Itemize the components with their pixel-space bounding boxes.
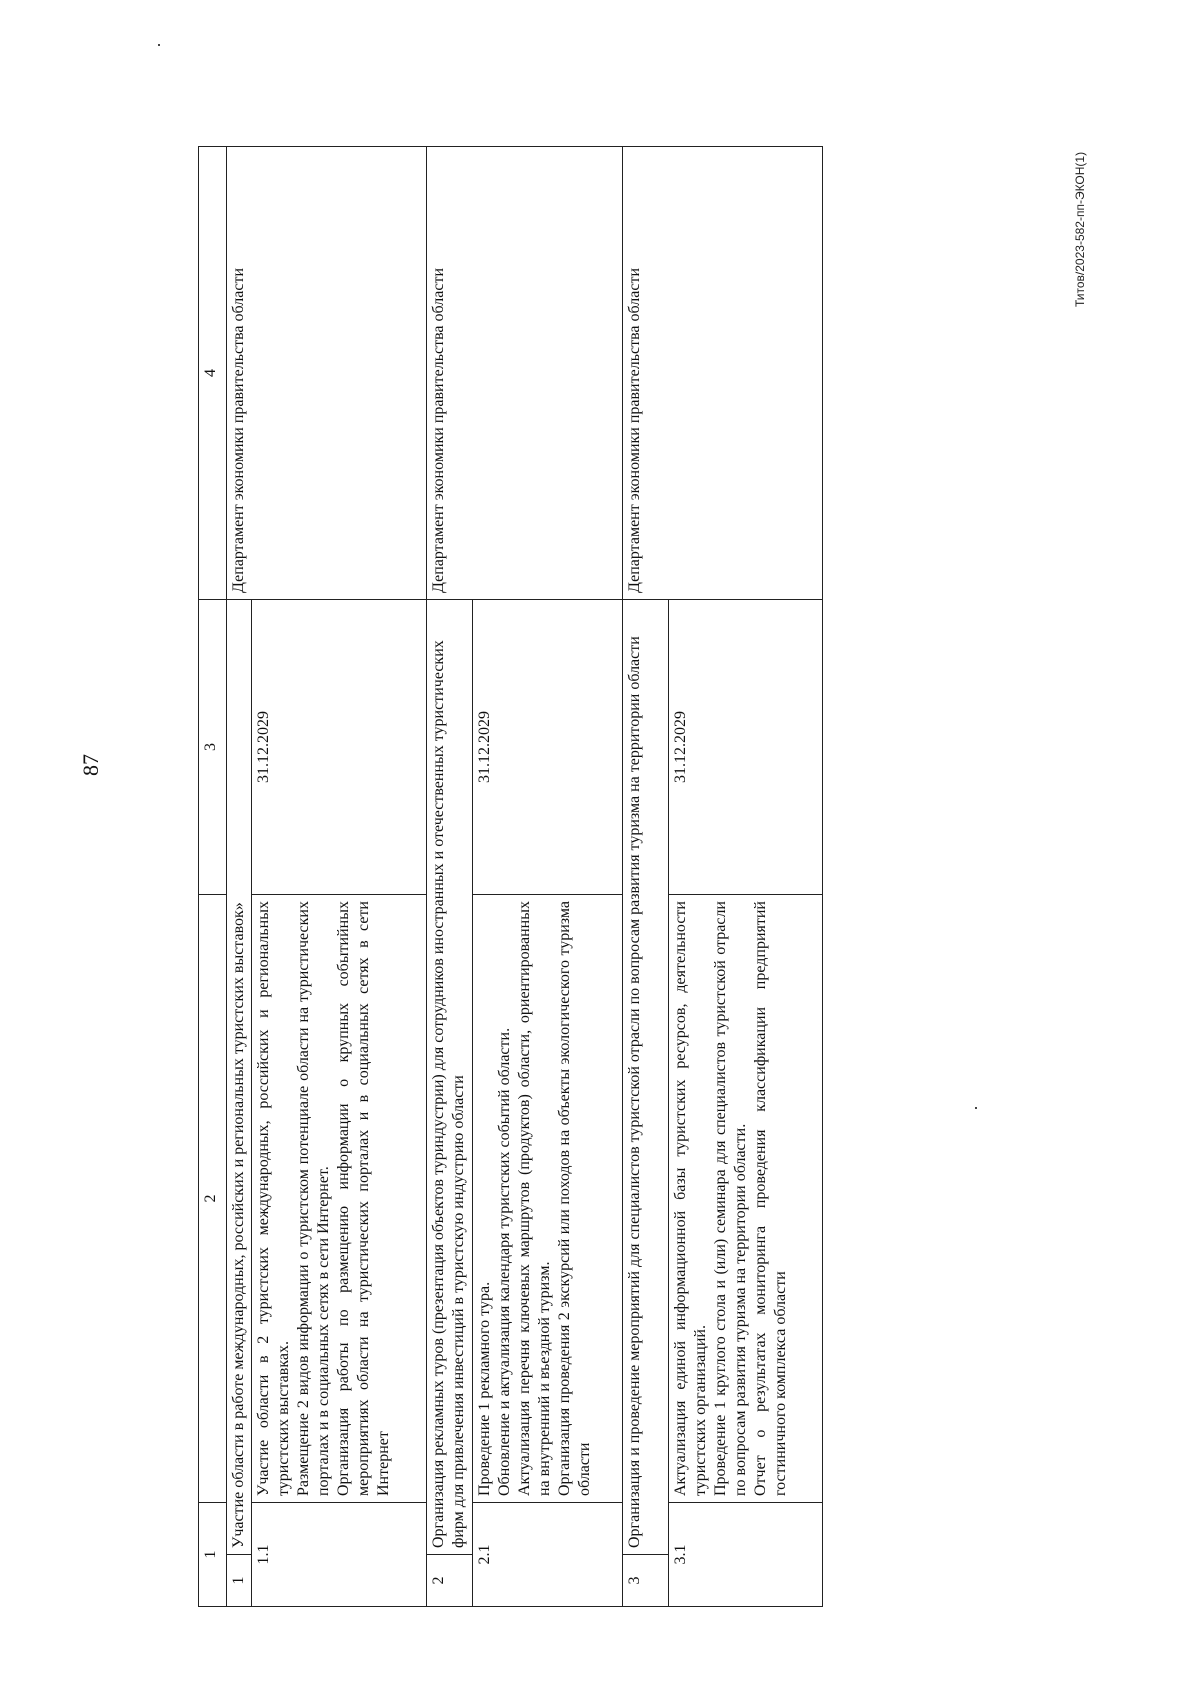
- column-header-2: 2: [199, 895, 227, 1503]
- responsible-cell: Департамент экономики правительства области: [623, 147, 823, 600]
- plan-table-rotated: [198, 147, 823, 1607]
- item-number: 3.1: [669, 1503, 823, 1607]
- column-header-3: 3: [199, 600, 227, 895]
- scan-speck: [158, 44, 160, 46]
- item-number: 2.1: [472, 1503, 622, 1607]
- section-title: Участие области в работе международных, российских и региональных туристских выставок»: [227, 600, 252, 1555]
- deadline-date: 31.12.2029: [252, 600, 427, 895]
- section-number: 3: [623, 1555, 669, 1607]
- description-line: Отчет о результатах мониторинга проведения классификации предприятий гостиничного комплекса области: [752, 901, 790, 1496]
- item-description: [472, 895, 622, 1503]
- column-header-1: 1: [199, 1503, 227, 1607]
- table-row: [227, 147, 252, 1607]
- scan-speck: [975, 1107, 977, 1109]
- section-title: Организация рекламных туров (презентация объектов туриндустрии) для сотрудников иностранных и отечественных туристических фирм для привлечения инвестиций в туристскую индустрию области: [426, 600, 472, 1555]
- description-line: Организация проведения 2 экскурсий или походов на объекты экологического туризма области: [555, 901, 593, 1496]
- deadline-date: 31.12.2029: [472, 600, 622, 895]
- footer-document-code: Титов/2023-582-пп-ЭКОН(1): [1073, 151, 1087, 307]
- item-description: [669, 895, 823, 1503]
- responsible-cell: Департамент экономики правительства области: [227, 147, 427, 600]
- page-number: 87: [78, 754, 103, 776]
- description-line: Размещение 2 видов информации о туристском потенциале области на туристических порталах и в социальных сетях в сети Интернет.: [295, 901, 333, 1496]
- section-title: Организация и проведение мероприятий для специалистов туристской отрасли по вопросам развития туризма на территории области: [623, 600, 669, 1555]
- description-line: Участие области в 2 туристских международных, российских и региональных туристских выставках.: [255, 901, 293, 1496]
- item-description: [252, 895, 427, 1503]
- deadline-date: 31.12.2029: [669, 600, 823, 895]
- description-line: Актуализация перечня ключевых маршрутов (продуктов) области, ориентированных на внутренний и въездной туризм.: [515, 901, 553, 1496]
- description-line: Проведение 1 круглого стола и (или) семинара для специалистов туристской отрасли по вопросам развития туризма на территории области.: [712, 901, 750, 1496]
- table-row: [623, 147, 669, 1607]
- description-line: Организация работы по размещению информации о крупных событийных мероприятиях области на туристических порталах и в социальных сетях в сети Интернет: [335, 901, 393, 1496]
- description-line: Актуализация единой информационной базы туристских ресурсов, деятельности туристских организаций.: [672, 901, 710, 1496]
- description-line: Проведение 1 рекламного тура.: [475, 1281, 493, 1496]
- section-number: 1: [227, 1555, 252, 1607]
- description-line: Обновление и актуализация календаря туристских событий области.: [495, 1027, 513, 1496]
- section-number: 2: [426, 1555, 472, 1607]
- responsible-cell: Департамент экономики правительства области: [426, 147, 623, 600]
- item-number: 1.1: [252, 1503, 427, 1607]
- column-header-4: 4: [199, 147, 227, 600]
- plan-table: [198, 146, 823, 1607]
- table-header-row: [199, 147, 227, 1607]
- table-row: [426, 147, 472, 1607]
